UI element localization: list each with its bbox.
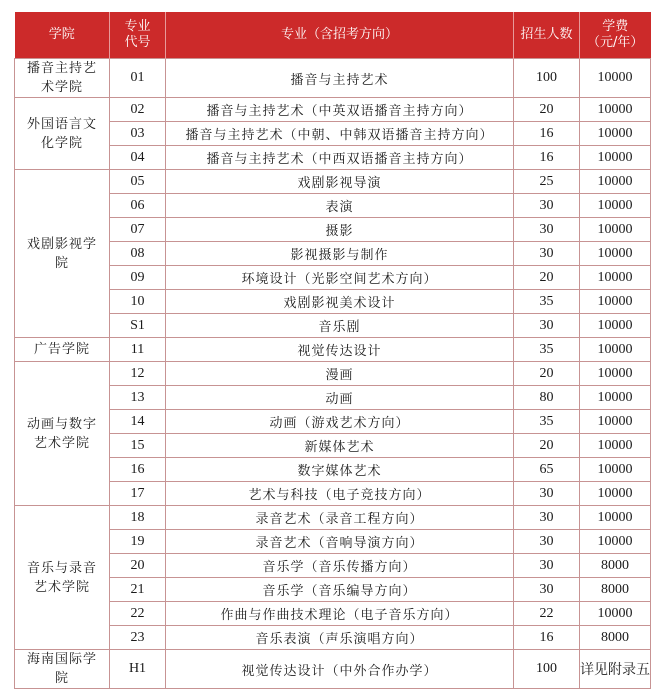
- major-cell: 录音艺术（音响导演方向）: [166, 530, 514, 554]
- college-cell: 外国语言文化学院: [15, 98, 110, 170]
- fee-cell: 10000: [580, 98, 651, 122]
- major-cell: 音乐剧: [166, 314, 514, 338]
- college-cell: 音乐与录音艺术学院: [15, 506, 110, 650]
- header-code: 专业 代号: [110, 12, 166, 59]
- fee-cell: 详见附录五: [580, 650, 651, 689]
- code-cell: 20: [110, 554, 166, 578]
- code-cell: 07: [110, 218, 166, 242]
- code-cell: 13: [110, 386, 166, 410]
- fee-cell: 8000: [580, 626, 651, 650]
- major-cell: 新媒体艺术: [166, 434, 514, 458]
- count-cell: 30: [514, 578, 580, 602]
- fee-cell: 10000: [580, 314, 651, 338]
- code-cell: H1: [110, 650, 166, 689]
- fee-cell: 10000: [580, 218, 651, 242]
- table-row: [15, 602, 651, 626]
- table-row: [15, 626, 651, 650]
- code-cell: 23: [110, 626, 166, 650]
- fee-cell: 10000: [580, 170, 651, 194]
- college-cell: 播音主持艺术学院: [15, 59, 110, 98]
- major-cell: 漫画: [166, 362, 514, 386]
- code-cell: 12: [110, 362, 166, 386]
- code-cell: 06: [110, 194, 166, 218]
- fee-cell: 8000: [580, 578, 651, 602]
- table-row: [15, 410, 651, 434]
- table-row: [15, 170, 651, 194]
- count-cell: 30: [514, 314, 580, 338]
- major-cell: 播音与主持艺术（中英双语播音主持方向）: [166, 98, 514, 122]
- table-row: [15, 386, 651, 410]
- count-cell: 100: [514, 650, 580, 689]
- table-row: [15, 146, 651, 170]
- table-row: [15, 266, 651, 290]
- table-row: [15, 218, 651, 242]
- major-cell: 作曲与作曲技术理论（电子音乐方向）: [166, 602, 514, 626]
- code-cell: 03: [110, 122, 166, 146]
- fee-cell: 10000: [580, 602, 651, 626]
- major-cell: 戏剧影视导演: [166, 170, 514, 194]
- table-row: [15, 59, 651, 98]
- code-cell: 09: [110, 266, 166, 290]
- enrollment-table-container: [14, 12, 650, 689]
- code-cell: 08: [110, 242, 166, 266]
- major-cell: 播音与主持艺术: [166, 59, 514, 98]
- code-cell: 14: [110, 410, 166, 434]
- code-cell: 17: [110, 482, 166, 506]
- fee-cell: 10000: [580, 386, 651, 410]
- count-cell: 35: [514, 410, 580, 434]
- count-cell: 20: [514, 98, 580, 122]
- table-row: [15, 530, 651, 554]
- major-cell: 动画（游戏艺术方向）: [166, 410, 514, 434]
- count-cell: 20: [514, 434, 580, 458]
- code-cell: 19: [110, 530, 166, 554]
- college-cell: 动画与数字艺术学院: [15, 362, 110, 506]
- major-cell: 音乐学（音乐编导方向）: [166, 578, 514, 602]
- table-row: [15, 98, 651, 122]
- code-cell: 15: [110, 434, 166, 458]
- fee-cell: 10000: [580, 506, 651, 530]
- table-row: [15, 362, 651, 386]
- table-row: [15, 578, 651, 602]
- major-cell: 摄影: [166, 218, 514, 242]
- code-cell: 05: [110, 170, 166, 194]
- count-cell: 20: [514, 362, 580, 386]
- fee-cell: 10000: [580, 146, 651, 170]
- major-cell: 影视摄影与制作: [166, 242, 514, 266]
- count-cell: 16: [514, 146, 580, 170]
- code-cell: 01: [110, 59, 166, 98]
- fee-cell: 10000: [580, 530, 651, 554]
- major-cell: 动画: [166, 386, 514, 410]
- count-cell: 16: [514, 122, 580, 146]
- count-cell: 30: [514, 506, 580, 530]
- fee-cell: 10000: [580, 482, 651, 506]
- table-row: [15, 554, 651, 578]
- table-row: [15, 482, 651, 506]
- table-row: [15, 338, 651, 362]
- header-college: 学院: [15, 12, 110, 59]
- major-cell: 音乐表演（声乐演唱方向）: [166, 626, 514, 650]
- code-cell: 22: [110, 602, 166, 626]
- table-header: [15, 12, 651, 59]
- major-cell: 音乐学（音乐传播方向）: [166, 554, 514, 578]
- count-cell: 25: [514, 170, 580, 194]
- fee-cell: 10000: [580, 338, 651, 362]
- count-cell: 30: [514, 242, 580, 266]
- fee-cell: 10000: [580, 290, 651, 314]
- major-cell: 视觉传达设计: [166, 338, 514, 362]
- enrollment-table: [14, 12, 651, 689]
- code-cell: S1: [110, 314, 166, 338]
- table-row: [15, 434, 651, 458]
- college-cell: 戏剧影视学院: [15, 170, 110, 338]
- count-cell: 16: [514, 626, 580, 650]
- college-cell: 广告学院: [15, 338, 110, 362]
- table-row: [15, 290, 651, 314]
- code-cell: 16: [110, 458, 166, 482]
- code-cell: 18: [110, 506, 166, 530]
- table-row: [15, 650, 651, 689]
- major-cell: 视觉传达设计（中外合作办学）: [166, 650, 514, 689]
- table-row: [15, 314, 651, 338]
- header-count: 招生人数: [514, 12, 580, 59]
- count-cell: 65: [514, 458, 580, 482]
- count-cell: 35: [514, 290, 580, 314]
- major-cell: 环境设计（光影空间艺术方向）: [166, 266, 514, 290]
- count-cell: 30: [514, 554, 580, 578]
- fee-cell: 10000: [580, 266, 651, 290]
- table-row: [15, 122, 651, 146]
- major-cell: 录音艺术（录音工程方向）: [166, 506, 514, 530]
- count-cell: 20: [514, 266, 580, 290]
- table-row: [15, 194, 651, 218]
- code-cell: 04: [110, 146, 166, 170]
- code-cell: 11: [110, 338, 166, 362]
- fee-cell: 10000: [580, 434, 651, 458]
- count-cell: 30: [514, 218, 580, 242]
- major-cell: 播音与主持艺术（中西双语播音主持方向）: [166, 146, 514, 170]
- count-cell: 80: [514, 386, 580, 410]
- major-cell: 戏剧影视美术设计: [166, 290, 514, 314]
- header-major: 专业（含招考方向）: [166, 12, 514, 59]
- fee-cell: 10000: [580, 410, 651, 434]
- count-cell: 100: [514, 59, 580, 98]
- table-row: [15, 458, 651, 482]
- fee-cell: 10000: [580, 242, 651, 266]
- count-cell: 35: [514, 338, 580, 362]
- count-cell: 30: [514, 194, 580, 218]
- code-cell: 02: [110, 98, 166, 122]
- fee-cell: 10000: [580, 362, 651, 386]
- code-cell: 10: [110, 290, 166, 314]
- table-row: [15, 506, 651, 530]
- count-cell: 30: [514, 530, 580, 554]
- fee-cell: 10000: [580, 59, 651, 98]
- header-row: [15, 12, 651, 59]
- major-cell: 表演: [166, 194, 514, 218]
- count-cell: 30: [514, 482, 580, 506]
- major-cell: 艺术与科技（电子竞技方向）: [166, 482, 514, 506]
- count-cell: 22: [514, 602, 580, 626]
- fee-cell: 10000: [580, 122, 651, 146]
- table-row: [15, 242, 651, 266]
- fee-cell: 10000: [580, 194, 651, 218]
- major-cell: 数字媒体艺术: [166, 458, 514, 482]
- major-cell: 播音与主持艺术（中朝、中韩双语播音主持方向）: [166, 122, 514, 146]
- fee-cell: 8000: [580, 554, 651, 578]
- code-cell: 21: [110, 578, 166, 602]
- header-fee: 学费 （元/年）: [580, 12, 651, 59]
- fee-cell: 10000: [580, 458, 651, 482]
- college-cell: 海南国际学院: [15, 650, 110, 689]
- table-body: [15, 59, 651, 689]
